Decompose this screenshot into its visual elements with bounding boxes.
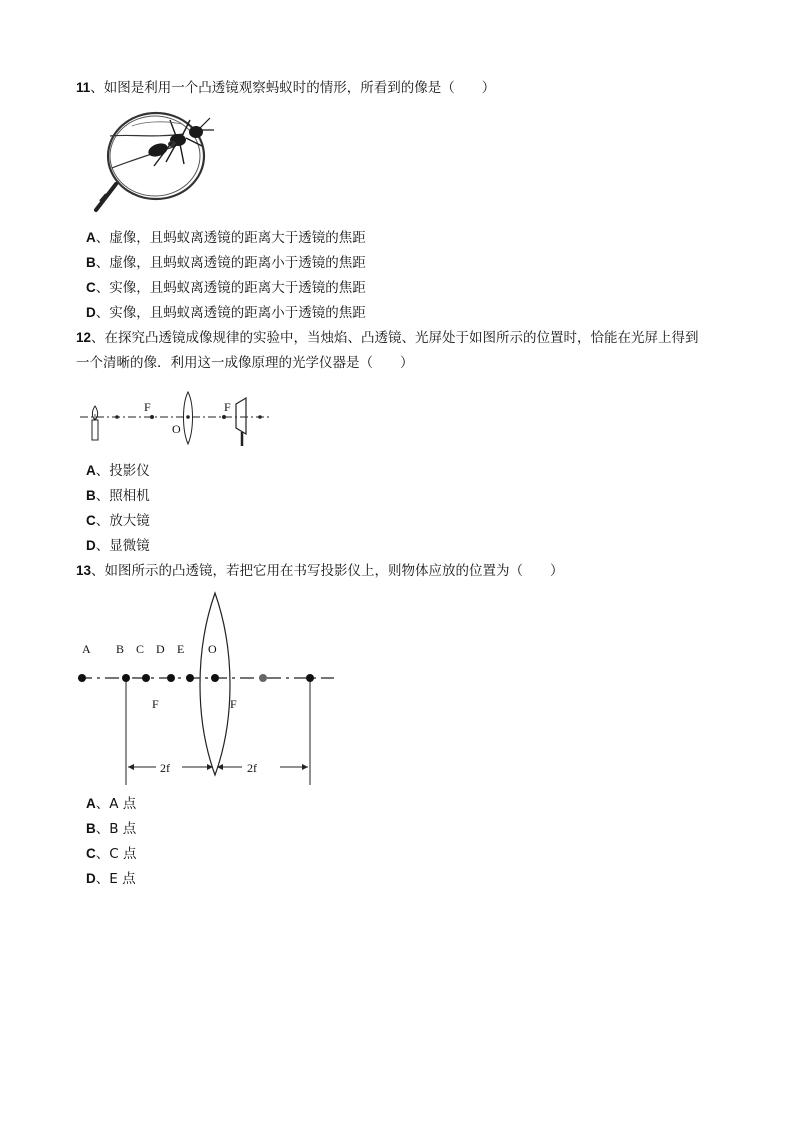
q12-label-o: O — [172, 422, 181, 436]
q12-figure-optical-bench — [78, 390, 278, 448]
light-screen-icon — [236, 398, 246, 434]
q12-label-f-right: F — [224, 400, 231, 414]
q13-label-2f-right: 2f — [247, 761, 257, 775]
q11-option-c[interactable]: C、实像，且蚂蚁离透镜的距离大于透镜的焦距 — [86, 280, 366, 296]
q13-option-c[interactable]: C、C 点 — [86, 846, 137, 862]
q13-stem: 13、如图所示的凸透镜，若把它用在书写投影仪上，则物体应放的位置为（ ） — [76, 563, 564, 579]
q13-figure-lens-diagram — [70, 590, 340, 790]
q13-option-a[interactable]: A、A 点 — [86, 796, 137, 812]
q11-option-a[interactable]: A、虚像，且蚂蚁离透镜的距离大于透镜的焦距 — [86, 230, 366, 246]
q11-stem-text: 、如图是利用一个凸透镜观察蚂蚁时的情形，所看到的像是（ ） — [90, 80, 496, 96]
q11-option-b[interactable]: B、虚像，且蚂蚁离透镜的距离小于透镜的焦距 — [86, 255, 366, 271]
q12-option-b[interactable]: B、照相机 — [86, 488, 150, 504]
candle-icon — [92, 420, 98, 440]
q13-label-c: C — [136, 642, 145, 656]
q13-label-o: O — [208, 642, 217, 656]
q12-stem-line2: 一个清晰的像．利用这一成像原理的光学仪器是（ ） — [76, 355, 414, 371]
q13-label-a: A — [82, 642, 91, 656]
q12-label-f-left: F — [144, 400, 151, 414]
q13-label-e: E — [177, 642, 185, 656]
q13-option-d[interactable]: D、E 点 — [86, 871, 136, 887]
q12-option-c[interactable]: C、放大镜 — [86, 513, 150, 529]
q12-option-a[interactable]: A、投影仪 — [86, 463, 150, 479]
q13-label-f-right: F — [230, 697, 237, 711]
q11-number: 11 — [76, 80, 91, 95]
q12-number: 12 — [76, 330, 92, 345]
q12-option-d[interactable]: D、显微镜 — [86, 538, 150, 554]
q13-label-d: D — [156, 642, 165, 656]
q13-label-2f-left: 2f — [160, 761, 170, 775]
q13-label-b: B — [116, 642, 125, 656]
q11-figure-magnifier-ant — [92, 106, 222, 214]
q13-number: 13 — [76, 563, 92, 578]
q13-option-b[interactable]: B、B 点 — [86, 821, 137, 837]
q12-stem-line1: 12、在探究凸透镜成像规律的实验中，当烛焰、凸透镜、光屏处于如图所示的位置时，恰能在光屏上得到 — [76, 330, 699, 346]
q11-stem — [76, 79, 495, 97]
convex-lens-icon — [200, 593, 230, 775]
q11-option-d[interactable]: D、实像，且蚂蚁离透镜的距离小于透镜的焦距 — [86, 305, 366, 321]
q13-label-f-left: F — [152, 697, 159, 711]
